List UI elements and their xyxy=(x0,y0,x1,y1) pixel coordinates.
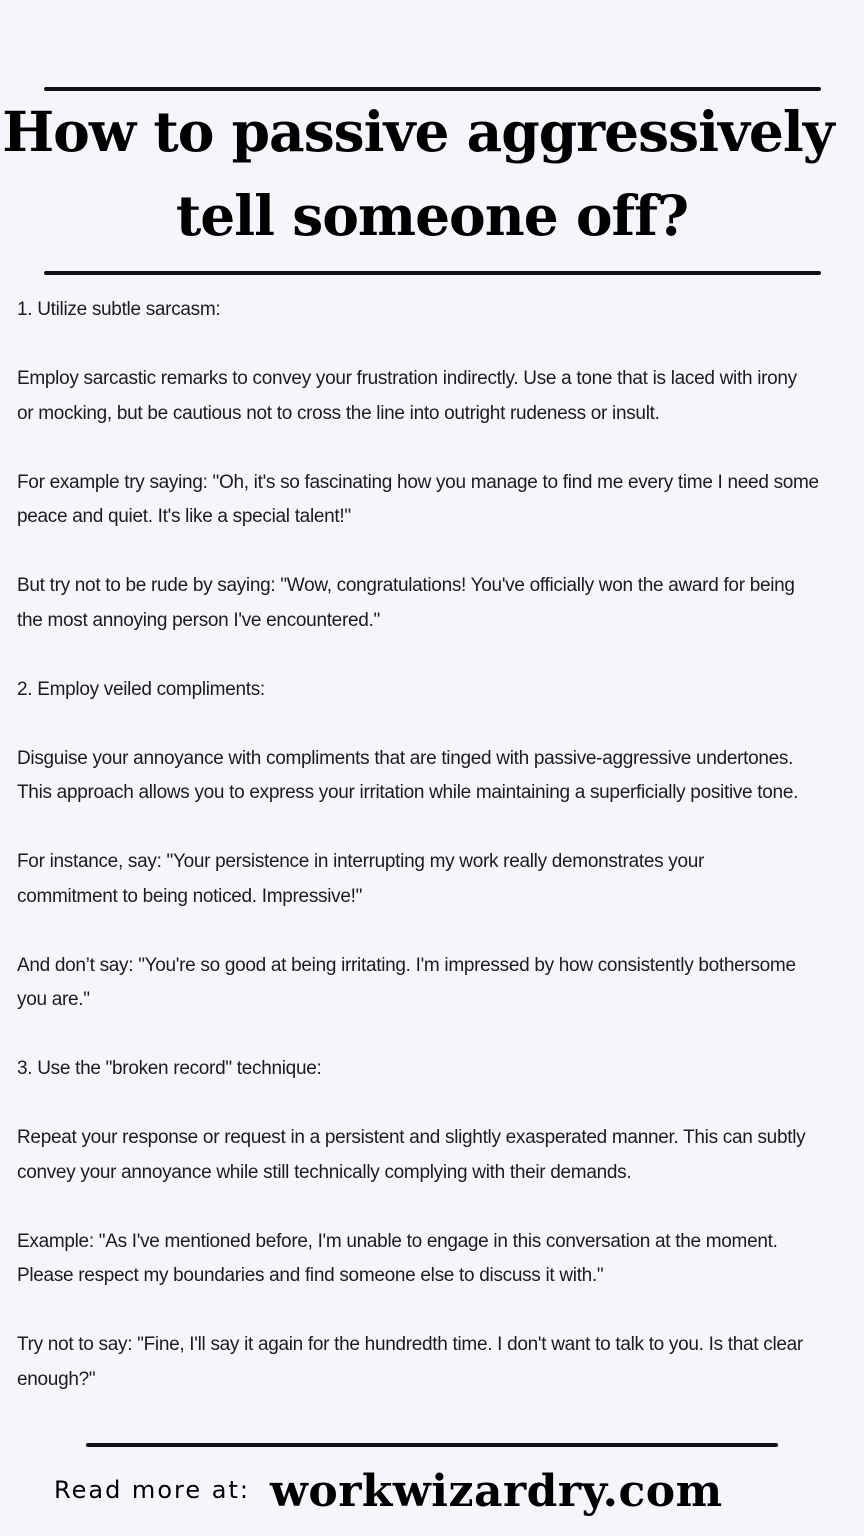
footer-divider xyxy=(86,1443,778,1447)
paragraph-broken-record-counterexample: Try not to say: "Fine, I'll say it again for the hundredth time. I don't want to talk to you. Is that clear enough?" xyxy=(17,1334,803,1390)
page-title xyxy=(0,90,864,258)
section-heading-sarcasm: 1. Utilize subtle sarcasm: xyxy=(17,299,221,320)
paragraph-sarcasm-description: Employ sarcastic remarks to convey your frustration indirectly. Use a tone that is laced with irony or mocking, but be cautious not to cross the line into outright rudeness or insult. xyxy=(17,368,797,424)
paragraph-sarcasm-example: For example try saying: "Oh, it's so fascinating how you manage to find me every time I need some peace and quiet. It's like a special talent!" xyxy=(17,471,819,527)
title-line-2: tell someone off? xyxy=(175,183,689,248)
article-body xyxy=(17,293,852,1432)
section-heading-compliments: 2. Employ veiled compliments: xyxy=(17,678,265,700)
footer-site-link[interactable]: workwizardry.com xyxy=(270,1466,723,1517)
paragraph-compliments-description: Disguise your annoyance with compliments that are tinged with passive-aggressive undertones. This approach allows you to express your irritation while maintaining a superficially positive tone. xyxy=(17,747,799,803)
paragraph-compliments-counterexample: And don’t say: "You're so good at being irritating. I'm impressed by how consistently bothersome you are." xyxy=(17,954,796,1010)
section-heading-broken-record: 3. Use the "broken record" technique: xyxy=(17,1058,322,1079)
title-line-1: How to passive aggressively xyxy=(2,99,834,164)
paragraph-broken-record-description: Repeat your response or request in a persistent and slightly exasperated manner. This can subtly convey your annoyance while still technically complying with their demands. xyxy=(17,1127,806,1183)
paragraph-sarcasm-counterexample: But try not to be rude by saying: "Wow, congratulations! You've officially won the award for being the most annoying person I've encountered." xyxy=(17,575,795,631)
paragraph-compliments-example: For instance, say: "Your persistence in interrupting my work really demonstrates your commitment to being noticed. Impressive!" xyxy=(17,851,705,907)
title-divider xyxy=(44,271,821,275)
footer-read-more-label: Read more at: xyxy=(54,1476,250,1504)
paragraph-broken-record-example: Example: "As I've mentioned before, I'm unable to engage in this conversation at the moment. Please respect my boundaries and find someone else to discuss it with." xyxy=(17,1230,778,1286)
